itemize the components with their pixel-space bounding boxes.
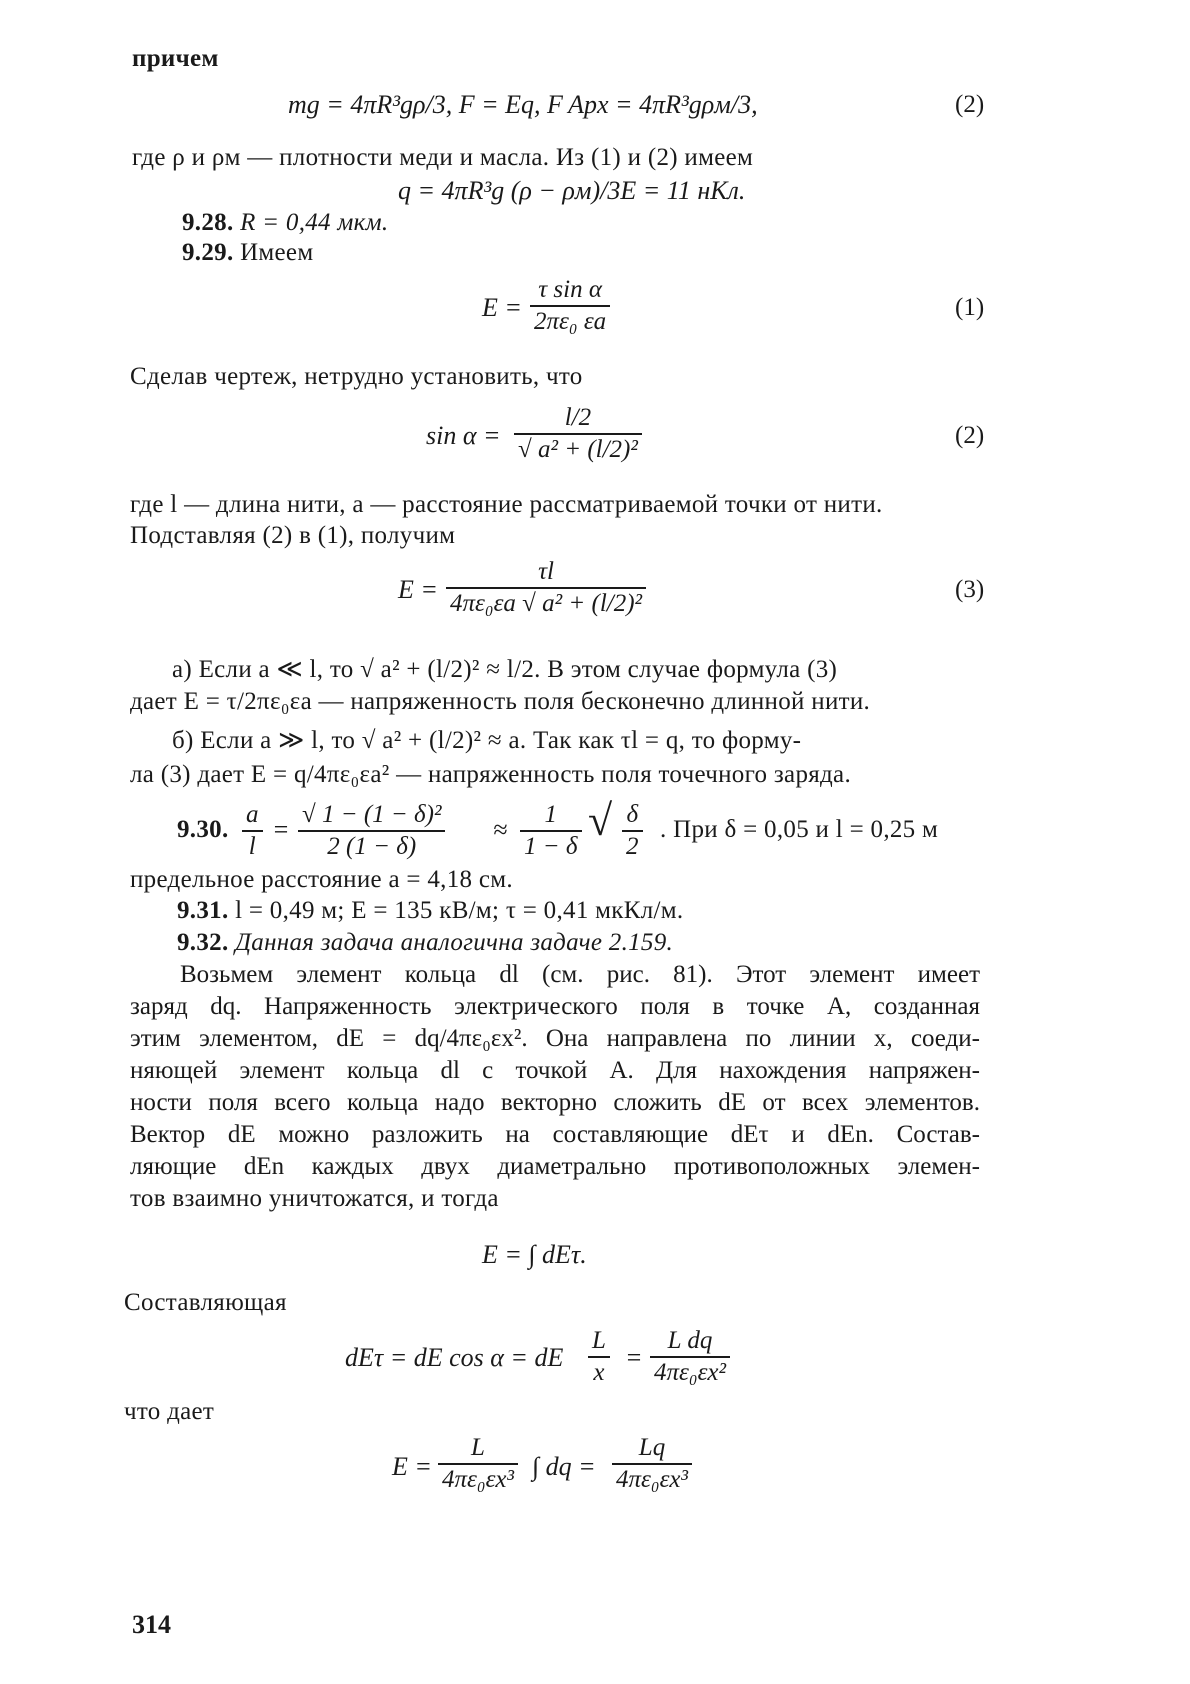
- denominator: √ a² + (l/2)²: [518, 436, 638, 463]
- numerator: L: [438, 1433, 518, 1465]
- fraction: [298, 800, 445, 862]
- answer-text: l = 0,49 м; E = 135 кВ/м; τ = 0,41 мкКл/м.: [235, 897, 684, 924]
- numerator: Lq: [612, 1433, 692, 1465]
- paragraph-line: заряд dq. Напряженность электрического поля в точке A, созданная: [130, 993, 980, 1020]
- text-line: где l — длина нити, a — расстояние рассматриваемой точки от нити.: [130, 491, 883, 518]
- equation-left: dEτ = dE cos α = dE: [345, 1343, 564, 1372]
- equation: E = ∫ dEτ.: [482, 1240, 587, 1269]
- equation-left: E =: [392, 1452, 432, 1481]
- numerator: L dq: [650, 1326, 730, 1358]
- equation-number: (3): [955, 576, 985, 603]
- fraction: [650, 1326, 730, 1388]
- paragraph-line: няющей элемент кольца dl с точкой A. Для нахождения напряжен-: [130, 1057, 980, 1084]
- numerator: δ: [622, 800, 643, 832]
- text-line: дает E = τ/2πε₀εa — напряженность поля бесконечно длинной нити.: [130, 688, 871, 715]
- numerator: τl: [446, 557, 646, 589]
- equation-number: (2): [955, 91, 985, 118]
- text-line: где ρ и ρм — плотности меди и масла. Из (1) и (2) имеем: [132, 144, 754, 171]
- numerator: 1: [520, 800, 582, 832]
- text-line: Сделав чертеж, нетрудно установить, что: [130, 363, 583, 390]
- text-line: а) Если a ≪ l, то √ a² + (l/2)² ≈ l/2. В этом случае формула (3): [172, 656, 838, 683]
- fraction: [612, 1433, 692, 1495]
- denominator: 4πε₀εx³: [616, 1466, 689, 1493]
- denominator: 1 − δ: [524, 833, 578, 860]
- paragraph-line: Возьмем элемент кольца dl (см. рис. 81). Этот элемент имеет: [180, 961, 980, 988]
- approx-sign: ≈: [493, 815, 508, 844]
- text-line: ла (3) дает E = q/4πε₀εa² — напряженность поля точечного заряда.: [130, 761, 852, 788]
- text-line: причем: [132, 45, 219, 72]
- answer-text: R = 0,44 мкм.: [240, 209, 389, 236]
- answer-text: Имеем: [240, 239, 314, 266]
- equals-sign: =: [272, 815, 290, 844]
- equation-middle: ∫ dq =: [532, 1452, 596, 1481]
- problem-number: 9.28.: [182, 209, 234, 236]
- fraction: [588, 1326, 610, 1388]
- paragraph-line: ляющие dEn каждых двух диаметрально противоположных элемен-: [130, 1153, 980, 1180]
- fraction: [520, 800, 582, 862]
- fraction: [446, 557, 646, 619]
- paragraph-line: Вектор dE можно разложить на составляющие dEτ и dEn. Состав-: [130, 1121, 980, 1148]
- text-line: . При δ = 0,05 и l = 0,25 м: [660, 816, 939, 843]
- denominator: 4πε₀εx²: [654, 1359, 727, 1386]
- text-line: Подставляя (2) в (1), получим: [130, 522, 456, 549]
- text-line: б) Если a ≫ l, то √ a² + (l/2)² ≈ a. Так как τl = q, то форму-: [172, 727, 802, 754]
- fraction: [438, 1433, 518, 1495]
- text-line: что дает: [124, 1398, 215, 1425]
- text-line: предельное расстояние a = 4,18 см.: [130, 866, 513, 893]
- numerator: τ sin α: [530, 275, 610, 307]
- denominator: 4πε₀εx³: [442, 1466, 515, 1493]
- denominator: 2 (1 − δ): [327, 833, 417, 860]
- problem-number: 9.31.: [177, 897, 229, 924]
- sqrt-sign: √: [588, 796, 613, 845]
- numerator: l/2: [514, 403, 642, 435]
- equation-number: (1): [955, 294, 985, 321]
- denominator: 4πε₀εa √ a² + (l/2)²: [450, 590, 643, 617]
- answer-text: Данная задача аналогична задаче 2.159.: [235, 929, 674, 956]
- problem-number: 9.32.: [177, 929, 229, 956]
- denominator: 2: [626, 833, 639, 860]
- fraction: [530, 275, 610, 337]
- denominator: l: [248, 833, 256, 860]
- text-line: [182, 208, 388, 238]
- text-line: [182, 238, 313, 268]
- denominator: x: [593, 1359, 605, 1386]
- problem-number: 9.29.: [182, 239, 234, 266]
- fraction: [242, 800, 263, 862]
- paragraph-line: тов взаимно уничтожатся, и тогда: [130, 1185, 499, 1212]
- page-number: 314: [132, 1610, 171, 1639]
- equation-number: (2): [955, 422, 985, 449]
- paragraph-line: ности поля всего кольца надо векторно сложить dE от всех элементов.: [130, 1089, 980, 1116]
- text-line: Составляющая: [124, 1289, 287, 1316]
- equation-left: sin α =: [426, 421, 501, 450]
- denominator: 2πε₀ εa: [534, 308, 607, 335]
- fraction: [622, 800, 643, 862]
- equation: mg = 4πR³gρ/3, F = Eq, F Apx = 4πR³gρм/3,: [288, 90, 758, 119]
- equation-left: E =: [398, 575, 438, 604]
- text-line: [177, 928, 673, 958]
- text-line: [177, 896, 683, 926]
- numerator: a: [242, 800, 263, 832]
- paragraph-line: этим элементом, dE = dq/4πε₀εx². Она направлена по линии x, соеди-: [130, 1025, 980, 1052]
- equation-left: E =: [482, 293, 522, 322]
- equals-sign: =: [625, 1343, 643, 1372]
- numerator: L: [588, 1326, 610, 1358]
- equation: q = 4πR³g (ρ − ρм)/3E = 11 нКл.: [398, 176, 746, 205]
- fraction: [514, 403, 642, 465]
- problem-number: 9.30.: [177, 816, 229, 843]
- numerator: √ 1 − (1 − δ)²: [298, 800, 445, 832]
